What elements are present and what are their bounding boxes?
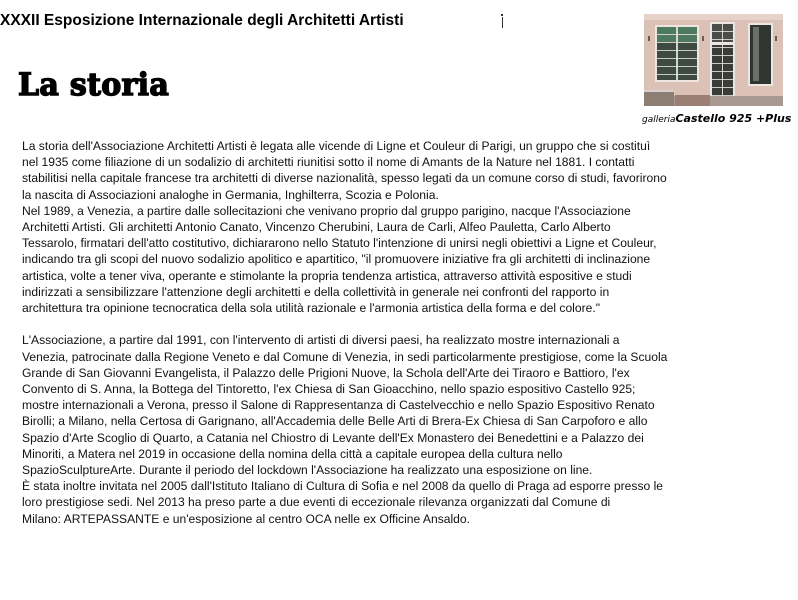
photo-door	[710, 22, 735, 106]
text-line: nel 1935 come filiazione di un sodalizio di architetti riunitisi sotto il nome di Amants de la Nature nel 1881. I contatti	[22, 155, 635, 170]
text-line: La storia dell'Associazione Architetti Artisti è legata alle vicende di Ligne et Couleur di Parigi, un gruppo che si costituì	[22, 139, 651, 153]
text-line: È stata inoltre invitata nel 2005 dall'Istituto Italiano di Cultura di Sofia e nel 2008 da quello di Praga ad esporre presso le	[22, 479, 663, 494]
photo-caption	[642, 109, 791, 127]
text-line: Milano: ARTEPASSANTE e un'esposizione al centro OCA nelle ex Officine Ansaldo.	[22, 511, 470, 526]
photo-lamp	[702, 36, 704, 41]
text-line: L'Associazione, a partire dal 1991, con l'intervento di artisti di diversi paesi, ha realizzato mostre internazionali a	[22, 333, 620, 348]
text-line: Venezia, patrocinate dalla Regione Veneto e dal Comune di Venezia, in sedi particolarmente prestigiose, come la Scuola	[22, 349, 668, 364]
photo-door-grille	[712, 24, 733, 106]
photo-base-mid	[675, 95, 710, 106]
photo-window-reflection	[753, 27, 759, 81]
photo-lamp	[648, 36, 650, 41]
text-line: loro prestigiose sedi. Nel 2013 ha preso parte a due eventi di eccezionale rilevanza organizzati dal Comune di	[22, 495, 611, 510]
photo-wall-top	[644, 14, 783, 20]
text-line: indicando tra gli scopi del nuovo sodalizio apolitico e apartitico, "il promuovere iniziative fra gli architetti di inclinazione	[22, 252, 651, 267]
text-line: Convento di S. Anna, la Bottega del Tintoretto, l'ex Chiesa di San Gioacchino, nello spazio espositivo Castello 925;	[22, 382, 636, 397]
text-line: Grande di San Giovanni Evangelista, il Palazzo delle Prigioni Nuove, la Schola dell'Arte dei Tiraoro e Battioro, l'ex	[22, 365, 630, 380]
paragraph-1	[22, 138, 712, 203]
photo-caption-name: Castello 925 +Plus	[675, 112, 792, 125]
photo-lamp	[775, 36, 777, 41]
photo-base-left	[644, 90, 674, 106]
paragraph-2	[22, 203, 712, 316]
text-line: artistica, volte a tener viva, operante e stimolante la propria tendenza artistica, attraverso attività espositive e studi	[22, 268, 632, 283]
paragraph-3	[22, 332, 712, 526]
photo-caption-prefix: galleria	[642, 115, 676, 125]
text-line: Birolli; a Milano, nella Certosa di Garignano, all'Accademia delle Belle Arti di Brera-Ex Chiesa di San Carpoforo e allo	[22, 414, 648, 429]
text-line: stabilitisi nella capitale francese tra architetti di diverse nazionalità, spesso legati da un comune corso di studi, favorirono	[22, 171, 667, 186]
photo-window-left	[655, 25, 699, 82]
text-line: indirizzati a sensibilizzare l'attenzione degli architetti e della collettività in generale nei confronti del rapporto in	[22, 284, 610, 299]
text-line: la nascita di Associazioni analoghe in Germania, Inghilterra, Scozia e Polonia.	[22, 187, 439, 202]
text-line: Spazio d'Arte Scoglio di Quarto, a Catania nel Chiostro di Levante dell'Ex Monastero dei Benedettini e a Palazzo dei	[22, 430, 644, 445]
text-cursor-icon	[502, 17, 503, 28]
text-line: Architetti Artisti. Gli architetti Antonio Canato, Vincenzo Cherubini, Laura de Carli, Alfeo Pauletta, Carlo Alberto	[22, 220, 611, 235]
text-line: Minoriti, a Matera nel 2019 in occasione della nomina della città a capitale europea della cultura nello	[22, 446, 563, 461]
paragraph-gap	[22, 316, 712, 332]
text-line: Nel 1989, a Venezia, a partire dalle sollecitazioni che venivano proprio dal gruppo parigino, nacque l'Associazione	[22, 203, 631, 218]
article-body	[22, 138, 712, 527]
photo-window-right	[748, 23, 773, 86]
text-line: architettura tra opinione tecnocratica della sola utilità razionale e l'armonia artistica della forma e del colore."	[22, 301, 600, 316]
text-line: mostre internazionali a Verona, presso il Salone di Rappresentanza di Castelvecchio e nello Spazio Espositivo Renato	[22, 398, 655, 413]
page-heading: La storia	[18, 67, 170, 104]
gallery-photo	[644, 14, 783, 106]
text-line: Tessarolo, firmatari dell'atto costitutivo, dichiararono nello Statuto l'intenzione di unirsi negli obiettivi a Ligne et Couleur,	[22, 236, 657, 251]
text-line: SpazioSculptureArte. Durante il periodo del lockdown l'Associazione ha realizzato una esposizione on line.	[22, 463, 593, 478]
photo-window-grille	[657, 27, 697, 80]
exhibition-title: XXXII Esposizione Internazionale degli Architetti Artisti	[0, 12, 404, 29]
